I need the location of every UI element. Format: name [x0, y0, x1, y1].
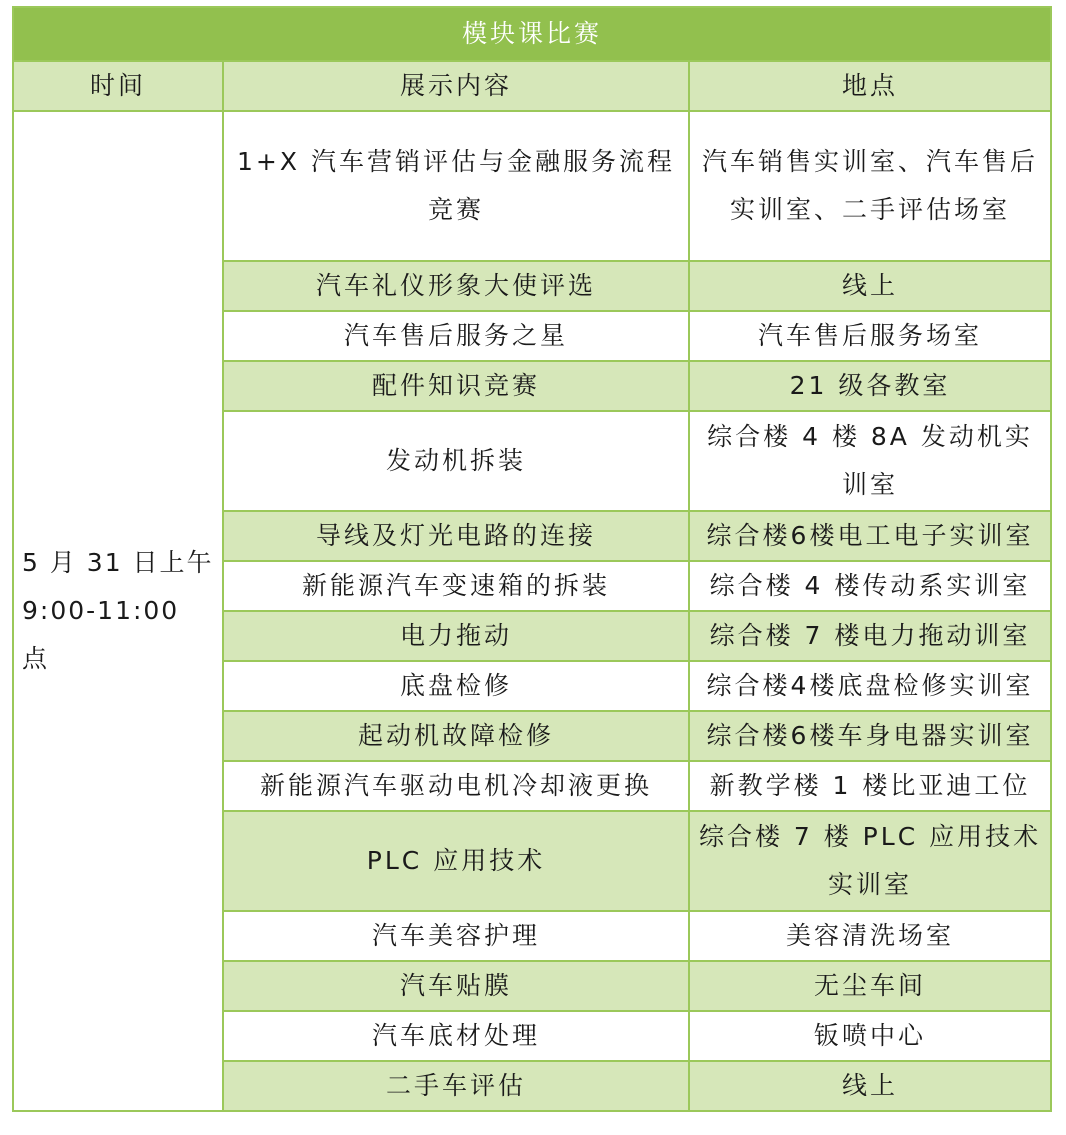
place-cell: 线上: [689, 261, 1051, 311]
content-cell: 配件知识竞赛: [223, 361, 689, 411]
time-cell: [13, 111, 223, 1111]
place-cell: 21 级各教室: [689, 361, 1051, 411]
content-cell: 1+X 汽车营销评估与金融服务流程竞赛: [223, 111, 689, 261]
content-cell: 底盘检修: [223, 661, 689, 711]
content-cell: 新能源汽车驱动电机冷却液更换: [223, 761, 689, 811]
place-cell: 综合楼 7 楼 PLC 应用技术实训室: [689, 811, 1051, 911]
place-cell: 综合楼 4 楼传动系实训室: [689, 561, 1051, 611]
content-cell: 汽车贴膜: [223, 961, 689, 1011]
content-cell: 电力拖动: [223, 611, 689, 661]
place-cell: 综合楼6楼电工电子实训室: [689, 511, 1051, 561]
content-cell: 汽车底材处理: [223, 1011, 689, 1061]
content-cell: 汽车礼仪形象大使评选: [223, 261, 689, 311]
place-cell: 美容清洗场室: [689, 911, 1051, 961]
header-place: 地点: [689, 61, 1051, 111]
time-date: 5 月 31 日上午: [22, 548, 214, 577]
schedule-table: [12, 6, 1052, 1112]
place-cell: 无尘车间: [689, 961, 1051, 1011]
header-content: 展示内容: [223, 61, 689, 111]
time-hours: 9:00-11:00 点: [22, 596, 180, 673]
schedule-table-wrapper: [12, 6, 1050, 1112]
place-cell: 汽车销售实训室、汽车售后实训室、二手评估场室: [689, 111, 1051, 261]
content-cell: 导线及灯光电路的连接: [223, 511, 689, 561]
content-cell: 新能源汽车变速箱的拆装: [223, 561, 689, 611]
content-cell: 发动机拆装: [223, 411, 689, 511]
content-cell: 二手车评估: [223, 1061, 689, 1111]
place-cell: 线上: [689, 1061, 1051, 1111]
table-row: [13, 111, 1051, 261]
content-cell: 起动机故障检修: [223, 711, 689, 761]
place-cell: 综合楼 7 楼电力拖动训室: [689, 611, 1051, 661]
header-time: 时间: [13, 61, 223, 111]
table-title: 模块课比赛: [13, 7, 1051, 61]
content-cell: PLC 应用技术: [223, 811, 689, 911]
content-cell: 汽车售后服务之星: [223, 311, 689, 361]
place-cell: 新教学楼 1 楼比亚迪工位: [689, 761, 1051, 811]
place-cell: 综合楼 4 楼 8A 发动机实训室: [689, 411, 1051, 511]
place-cell: 综合楼4楼底盘检修实训室: [689, 661, 1051, 711]
place-cell: 综合楼6楼车身电器实训室: [689, 711, 1051, 761]
place-cell: 钣喷中心: [689, 1011, 1051, 1061]
content-cell: 汽车美容护理: [223, 911, 689, 961]
place-cell: 汽车售后服务场室: [689, 311, 1051, 361]
